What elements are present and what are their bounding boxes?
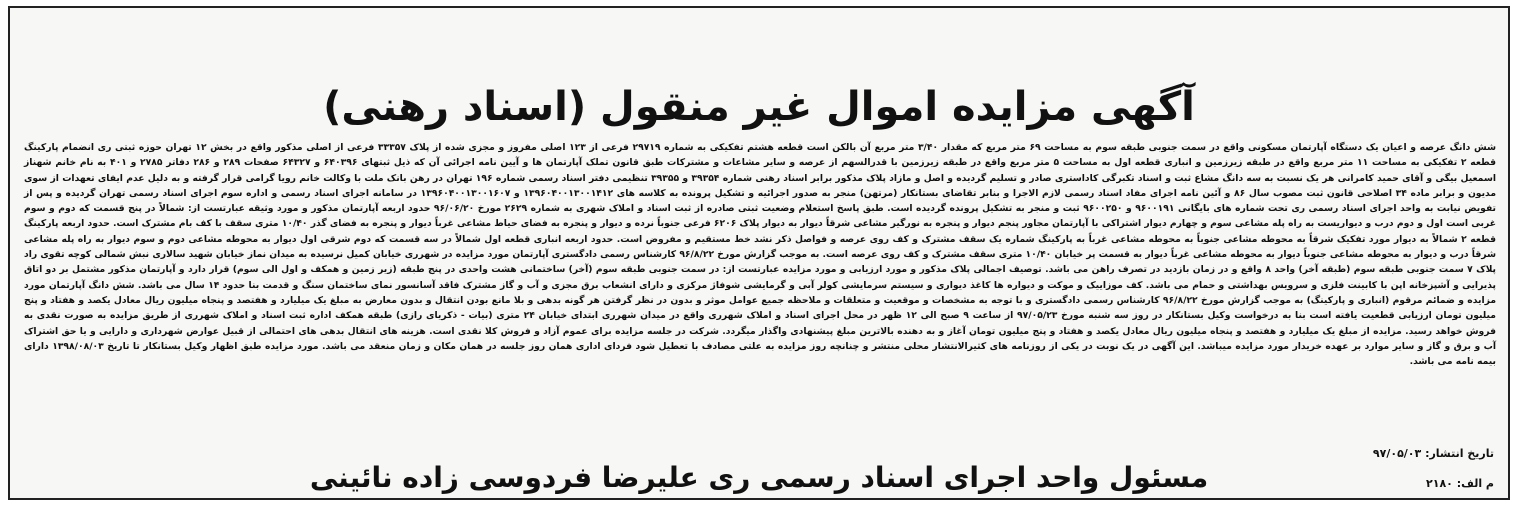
publish-date: تاریخ انتشار: ۹۷/۰۵/۰۳: [1372, 447, 1494, 460]
auction-notice: [8, 6, 1510, 500]
signature-line: مسئول واحد اجرای اسناد رسمی ری علیرضا فردوسی زاده نائینی: [309, 461, 1209, 494]
notice-body: شش دانگ عرصه و اعیان یک دستگاه آپارتمان مسکونی واقع در سمت جنوبی طبقه سوم به مساحت ۶۹ متر مربع که مقدار ۳/۴۰ متر مربع آن بالکن است قطعه هشتم تفکیکی به شماره ۲۹۷۱۹ فرعی از ۱۲۳ اصلی مفروز و مجزی شده از پلاک ۳۳۳۵۷ فرعی از اصلی مذکور واقع در بخش ۱۲ تهران حوزه ثبتی ری انضمام پارکینگ قطعه ۲ تفکیکی به مساحت ۱۱ متر مربع واقع در طبقه زیرزمین و انباری قطعه اول به مساحت ۵ متر مربع واقع در طبقه زیرزمین با قدرالسهم از عرصه و سایر مشاعات و مشترکات طبق قانون تملک آپارتمان ها و آیین نامه اجرائی آن که ذیل ثبتهای ۶۴۰۳۹۶ و ۶۴۳۲۷ صفحات ۲۸۹ و ۲۸۶ دفاتر ۲۷۸۵ و ۴۰۱ به نام خانم شهناز اسمعیل بیگی و آقای حمید کامرانی هر یک نسبت به سه دانگ مشاع ثبت و اسناد تکبرگی کاداستری صادر و تسلیم گردیده و اصل و مازاد پلاک مذکور برابر اسناد رهنی شماره ۳۹۳۵۴ و ۳۹۳۵۵ تنظیمی دفتر اسناد رسمی شماره ۱۹۶ تهران در رهن بانک ملت با وکالت خانم رویا گرامی قرار گرفته و به دلیل عدم ایفای تعهدات از سوی مدیون و برابر ماده ۳۴ اصلاحی قانون ثبت مصوب سال ۸۶ و آئین نامه اجرای مفاد اسناد رسمی لازم الاجرا و بنابر تقاضای بستانکار (مرتهن) منجر به صدور اجرائیه و تشکیل پرونده به کلاسه های ۱۳۹۶۰۴۰۰۱۳۰۰۱۴۱۲ و ۱۳۹۶۰۴۰۰۱۳۰۰۱۶۰۷ در سامانه اجرای اسناد رسمی و اداره سوم اجرای اسناد رسمی تهران گردیده و پس از تفویض نیابت به واحد اجرای اسناد رسمی ری تحت شماره های بایگانی ۹۶۰۰۱۹۱ و ۹۶۰۰۲۵۰ ثبت و منجر به تشکیل پرونده گردیده است. طبق پاسخ استعلام وضعیت ثبتی صادره از ثبت اسناد و املاک شهری به شماره ۲۶۲۹ مورخ ۹۶/۰۶/۲۰ حدود اربعه آپارتمان مذکور و مورد وثیقه عبارتست از: شمالاً در پنج قسمت که دوم و سوم غربی است اول و دوم درب و دیواریست به راه پله مشاعی سوم و چهارم دیوار اشتراکی با آپارتمان مجاور پنجم دیوار و پنجره به نورگیر مشاعی شرقاً دیوار به دیوار پلاک ۶۲۰۶ فرعی جنوباً نرده و دیوار و پنجره به فضای حیاط مشاعی غرباً دیوار و پنجره به فضای گذر ۱۰/۴۰ متری سقف با کف بام مشترک است. حدود اربعه پارکینگ قطعه ۲ شمالاً به دیوار مورد تفکیک شرقاً به محوطه مشاعی جنوباً به محوطه مشاعی غرباً به پارکینگ شماره یک سقف مشترک و کف روی عرصه و فواصل ذکر نشد خط مستقیم و مفروض است. حدود اربعه انباری قطعه اول شمالاً در سه قسمت که دوم شرقی اول دیوار به محوطه مشاعی دوم و سوم دیوار به راه پله مشاعی شرقاً درب و دیوار به محوطه مشاعی جنوباً دیوار به محوطه مشاعی غرباً دیوار به قسمت پر خیابان ۱۰/۴۰ متری سقف مشترک و کف روی عرصه است. به موجب گزارش مورخ ۹۶/۸/۲۲ کارشناس رسمی دادگستری آپارتمان مورد مزایده در شهرری خیابان کمیل نرسیده به میدان نماز خیابان شهید سالاری نبش شمالی کوچه تقوی راد پلاک ۷ سمت جنوبی طبقه سوم (طبقه آخر) واحد ۸ واقع و در زمان بازدید در تصرف راهن می باشد. توصیف اجمالی پلاک مذکور و مورد ارزیابی و مورد مزایده عبارتست از: در سمت جنوبی طبقه سوم (آخر) ساختمانی هشت واحدی در پنج طبقه (زیر زمین و همکف و اول الی سوم) قرار دارد و آپارتمان مذکور مشتمل بر دو اتاق پذیرایی و آشپزخانه اپن با کابینت فلزی و سرویس بهداشتی و حمام می باشد. کف موزاییک و موکت و دیواره ها کاغذ دیواری و سیستم سرمایشی کولر آبی و گرمایشی شوفاژ مرکزی و دارای انشعاب برق مجزی و آب و گاز مشترک فاقد آسانسور نمای ساختمان سنگ و قدمت بنا حدود ۱۴ سال می باشد. شش دانگ آپارتمان مورد مزایده و ضمائم مرقوم (انباری و پارکینگ) به موجب گزارش مورخ ۹۶/۸/۲۲ کارشناس رسمی دادگستری و با توجه به مشخصات و موقعیت و متعلقات و ملاحظه جمیع عوامل موثر و بدون در نظر گرفتن هر گونه بدهی و بلا مانع بودن انتقال و بدون معارض به مبلغ یک میلیارد و هفتصد و پنجاه میلیون ریال معادل یکصد و هفتاد و پنج میلیون تومان ارزیابی قطعیت یافته است بنا به درخواست وکیل بستانکار در روز سه شنبه مورخ ۹۷/۰۵/۲۳ از ساعت ۹ صبح الی ۱۲ ظهر در محل اجرای اسناد و املاک شهرری واقع در میدان شهرری ابتدای خیابان ۲۴ متری (بیات - ذکریای رازی) طبقه همکف اداره ثبت اسناد و املاک شهرری از طریق مزایده به صورت نقدی به فروش خواهد رسید. مزایده از مبلغ یک میلیارد و هفتصد و پنجاه میلیون ریال معادل یکصد و هفتاد و پنج میلیون تومان آغاز و به دهنده بالاترین مبلغ پیشنهادی واگذار میگردد. شرکت در جلسه مزایده برای عموم آزاد و فروش کلا نقدی است. هزینه های انتقال بدهی های احتمالی از قبیل عوارض شهرداری و دارایی و یا حق اشتراک آب و برق و گاز و سایر موارد بر عهده خریدار مورد مزایده میباشد. این آگهی در یک نوبت در یکی از روزنامه های کثیرالانتشار محلی منتشر و چنانچه روز مزایده به علتی مصادف با تعطیل شود فردای اداری همان روز جلسه در همان مکان و زمان منعقد می باشد. مورد مزایده طبق اظهار وکیل بستانکار تا تاریخ ۱۳۹۸/۰۸/۰۳ دارای بیمه نامه می باشد.: [24, 142, 1497, 368]
notice-title: آگهی مزایده اموال غیر منقول (اسناد رهنی): [323, 83, 1195, 130]
reference-number: م الف: ۲۱۸۰: [1426, 477, 1494, 490]
